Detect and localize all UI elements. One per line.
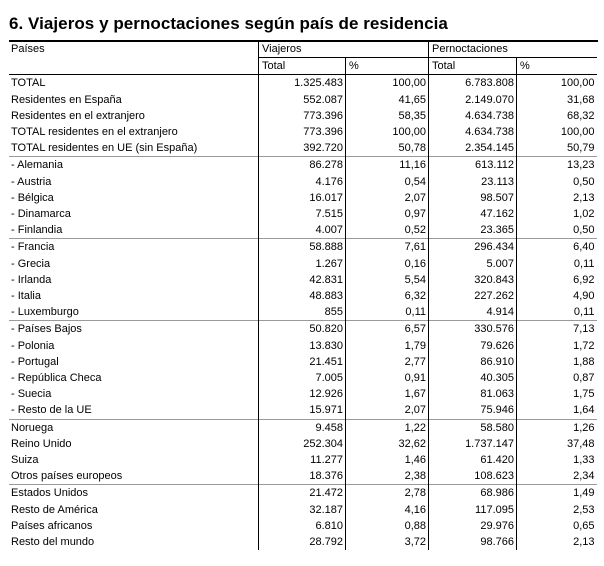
col-header-empty <box>9 58 259 75</box>
row-viajeros-total: 6.810 <box>259 518 346 534</box>
row-viajeros-pct: 6,57 <box>346 321 429 338</box>
row-pernoctaciones-total: 320.843 <box>429 272 517 288</box>
row-pernoctaciones-pct: 1,33 <box>517 452 597 468</box>
row-pernoctaciones-total: 4.914 <box>429 304 517 321</box>
row-name: TOTAL residentes en el extranjero <box>11 126 178 139</box>
row-name: Reino Unido <box>11 437 72 450</box>
row-pernoctaciones-pct: 0,50 <box>517 174 597 190</box>
row-viajeros-pct: 50,78 <box>346 140 429 157</box>
row-viajeros-total: 1.325.483 <box>259 75 346 92</box>
table-row <box>9 222 597 239</box>
row-pernoctaciones-pct: 1,88 <box>517 354 597 370</box>
row-name: - Resto de la UE <box>11 404 92 417</box>
row-name: - Italia <box>11 290 41 303</box>
table-row <box>9 402 597 419</box>
row-viajeros-pct: 2,77 <box>346 354 429 370</box>
row-viajeros-pct: 6,32 <box>346 288 429 304</box>
row-viajeros-total: 13.830 <box>259 338 346 354</box>
row-pernoctaciones-total: 86.910 <box>429 354 517 370</box>
row-name: Resto de América <box>11 503 98 516</box>
row-pernoctaciones-total: 2.149.070 <box>429 92 517 108</box>
row-pernoctaciones-pct: 0,50 <box>517 222 597 239</box>
row-viajeros-pct: 0,88 <box>346 518 429 534</box>
row-viajeros-pct: 32,62 <box>346 436 429 452</box>
table-row <box>9 256 597 272</box>
row-pernoctaciones-total: 1.737.147 <box>429 436 517 452</box>
row-viajeros-total: 9.458 <box>259 419 346 436</box>
table-row <box>9 288 597 304</box>
row-name: - Suecia <box>11 388 52 401</box>
table-row <box>9 452 597 468</box>
row-viajeros-pct: 4,16 <box>346 502 429 518</box>
row-name: Residentes en España <box>11 93 122 106</box>
table-row <box>9 108 597 124</box>
table-row <box>9 239 597 256</box>
table-row <box>9 75 597 92</box>
row-pernoctaciones-total: 117.095 <box>429 502 517 518</box>
row-pernoctaciones-total: 98.766 <box>429 534 517 550</box>
row-name: - Bélgica <box>11 191 54 204</box>
row-viajeros-total: 7.005 <box>259 370 346 386</box>
row-viajeros-pct: 41,65 <box>346 92 429 108</box>
sub-header-pernoctaciones-total: Total <box>429 58 517 75</box>
row-pernoctaciones-pct: 100,00 <box>517 75 597 92</box>
row-viajeros-total: 42.831 <box>259 272 346 288</box>
row-pernoctaciones-pct: 4,90 <box>517 288 597 304</box>
table-row <box>9 534 597 550</box>
row-viajeros-pct: 11,16 <box>346 157 429 174</box>
row-viajeros-pct: 5,54 <box>346 272 429 288</box>
row-pernoctaciones-total: 81.063 <box>429 386 517 402</box>
row-name: - Finlandia <box>11 224 63 237</box>
row-pernoctaciones-total: 40.305 <box>429 370 517 386</box>
table-row <box>9 272 597 288</box>
table-row <box>9 321 597 338</box>
row-name: - Austria <box>11 175 52 188</box>
row-viajeros-pct: 0,97 <box>346 206 429 222</box>
table-row <box>9 354 597 370</box>
row-pernoctaciones-pct: 0,11 <box>517 304 597 321</box>
row-viajeros-total: 48.883 <box>259 288 346 304</box>
row-pernoctaciones-pct: 100,00 <box>517 124 597 140</box>
table-row <box>9 92 597 108</box>
row-pernoctaciones-total: 68.986 <box>429 485 517 502</box>
row-pernoctaciones-pct: 1,75 <box>517 386 597 402</box>
row-pernoctaciones-total: 613.112 <box>429 157 517 174</box>
row-viajeros-pct: 0,54 <box>346 174 429 190</box>
row-pernoctaciones-pct: 1,64 <box>517 402 597 419</box>
row-viajeros-pct: 7,61 <box>346 239 429 256</box>
row-pernoctaciones-pct: 0,11 <box>517 256 597 272</box>
row-viajeros-total: 552.087 <box>259 92 346 108</box>
row-pernoctaciones-pct: 31,68 <box>517 92 597 108</box>
row-pernoctaciones-pct: 0,65 <box>517 518 597 534</box>
row-viajeros-total: 12.926 <box>259 386 346 402</box>
row-pernoctaciones-total: 296.434 <box>429 239 517 256</box>
table-row <box>9 338 597 354</box>
row-name: - Grecia <box>11 257 51 270</box>
table-row <box>9 518 597 534</box>
row-viajeros-total: 252.304 <box>259 436 346 452</box>
row-name: - Polonia <box>11 339 55 352</box>
table-row <box>9 124 597 140</box>
table-row <box>9 485 597 502</box>
row-pernoctaciones-pct: 68,32 <box>517 108 597 124</box>
row-pernoctaciones-pct: 13,23 <box>517 157 597 174</box>
sub-header-viajeros-total: Total <box>259 58 346 75</box>
row-viajeros-total: 1.267 <box>259 256 346 272</box>
row-viajeros-pct: 0,52 <box>346 222 429 239</box>
row-pernoctaciones-total: 29.976 <box>429 518 517 534</box>
table-row <box>9 370 597 386</box>
row-pernoctaciones-total: 79.626 <box>429 338 517 354</box>
row-name: - Irlanda <box>11 273 52 286</box>
row-name: Estados Unidos <box>9 485 259 502</box>
table-row <box>9 502 597 518</box>
row-name: Noruega <box>9 419 259 436</box>
row-name: - Alemania <box>9 157 259 174</box>
table-row <box>9 436 597 452</box>
row-pernoctaciones-total: 23.365 <box>429 222 517 239</box>
row-viajeros-pct: 58,35 <box>346 108 429 124</box>
row-pernoctaciones-pct: 6,92 <box>517 272 597 288</box>
col-header-paises: Países <box>11 43 45 56</box>
table-row <box>9 174 597 190</box>
row-name: Países africanos <box>11 519 93 532</box>
row-pernoctaciones-total: 330.576 <box>429 321 517 338</box>
row-viajeros-pct: 3,72 <box>346 534 429 550</box>
row-viajeros-total: 28.792 <box>259 534 346 550</box>
row-pernoctaciones-pct: 1,26 <box>517 419 597 436</box>
table-row <box>9 206 597 222</box>
row-viajeros-total: 4.176 <box>259 174 346 190</box>
row-name: - Dinamarca <box>11 208 71 221</box>
row-name: - Francia <box>9 239 259 256</box>
row-viajeros-total: 32.187 <box>259 502 346 518</box>
row-pernoctaciones-total: 2.354.145 <box>429 140 517 157</box>
row-viajeros-total: 855 <box>259 304 346 321</box>
row-name: Otros países europeos <box>11 470 123 483</box>
row-viajeros-pct: 2,78 <box>346 485 429 502</box>
row-viajeros-total: 4.007 <box>259 222 346 239</box>
row-name: TOTAL residentes en UE (sin España) <box>11 142 198 155</box>
row-pernoctaciones-pct: 1,49 <box>517 485 597 502</box>
row-viajeros-pct: 2,38 <box>346 468 429 485</box>
row-viajeros-pct: 1,22 <box>346 419 429 436</box>
row-name: - Luxemburgo <box>11 306 79 319</box>
row-pernoctaciones-total: 75.946 <box>429 402 517 419</box>
row-viajeros-pct: 2,07 <box>346 402 429 419</box>
page-title: 6. Viajeros y pernoctaciones según país de residencia <box>9 14 448 33</box>
row-name: Suiza <box>11 454 39 467</box>
row-name: Residentes en el extranjero <box>11 109 145 122</box>
header-row-sub <box>9 58 597 75</box>
sub-header-viajeros-pct: % <box>346 58 429 75</box>
row-pernoctaciones-total: 58.580 <box>429 419 517 436</box>
row-viajeros-total: 773.396 <box>259 124 346 140</box>
row-pernoctaciones-total: 61.420 <box>429 452 517 468</box>
table-row <box>9 190 597 206</box>
row-viajeros-total: 58.888 <box>259 239 346 256</box>
row-pernoctaciones-pct: 7,13 <box>517 321 597 338</box>
row-name: - Países Bajos <box>9 321 259 338</box>
row-pernoctaciones-total: 5.007 <box>429 256 517 272</box>
row-pernoctaciones-pct: 2,13 <box>517 190 597 206</box>
stats-table <box>9 41 597 550</box>
row-viajeros-total: 392.720 <box>259 140 346 157</box>
row-viajeros-total: 18.376 <box>259 468 346 485</box>
table-row <box>9 386 597 402</box>
row-name: Resto del mundo <box>11 536 95 549</box>
row-viajeros-total: 773.396 <box>259 108 346 124</box>
row-pernoctaciones-total: 98.507 <box>429 190 517 206</box>
sub-header-pernoctaciones-pct: % <box>517 58 597 75</box>
table-row <box>9 304 597 321</box>
row-viajeros-pct: 1,67 <box>346 386 429 402</box>
row-pernoctaciones-pct: 6,40 <box>517 239 597 256</box>
row-pernoctaciones-total: 4.634.738 <box>429 124 517 140</box>
row-pernoctaciones-pct: 0,87 <box>517 370 597 386</box>
row-viajeros-total: 86.278 <box>259 157 346 174</box>
row-viajeros-total: 21.451 <box>259 354 346 370</box>
row-viajeros-pct: 0,16 <box>346 256 429 272</box>
row-pernoctaciones-pct: 37,48 <box>517 436 597 452</box>
row-pernoctaciones-total: 227.262 <box>429 288 517 304</box>
group-header-pernoctaciones: Pernoctaciones <box>429 41 597 58</box>
row-pernoctaciones-total: 4.634.738 <box>429 108 517 124</box>
row-viajeros-pct: 1,79 <box>346 338 429 354</box>
table-row <box>9 140 597 157</box>
row-viajeros-total: 7.515 <box>259 206 346 222</box>
row-viajeros-pct: 1,46 <box>346 452 429 468</box>
row-viajeros-total: 21.472 <box>259 485 346 502</box>
row-pernoctaciones-total: 47.162 <box>429 206 517 222</box>
row-pernoctaciones-pct: 1,72 <box>517 338 597 354</box>
table-row <box>9 157 597 174</box>
row-viajeros-pct: 0,91 <box>346 370 429 386</box>
row-pernoctaciones-pct: 2,34 <box>517 468 597 485</box>
row-name: - República Checa <box>11 372 102 385</box>
group-header-viajeros: Viajeros <box>259 41 429 58</box>
row-viajeros-total: 15.971 <box>259 402 346 419</box>
row-viajeros-pct: 2,07 <box>346 190 429 206</box>
table-row <box>9 419 597 436</box>
row-pernoctaciones-total: 23.113 <box>429 174 517 190</box>
row-pernoctaciones-pct: 2,53 <box>517 502 597 518</box>
row-viajeros-pct: 100,00 <box>346 124 429 140</box>
row-viajeros-pct: 0,11 <box>346 304 429 321</box>
row-pernoctaciones-total: 6.783.808 <box>429 75 517 92</box>
row-pernoctaciones-pct: 2,13 <box>517 534 597 550</box>
row-viajeros-pct: 100,00 <box>346 75 429 92</box>
row-viajeros-total: 11.277 <box>259 452 346 468</box>
row-pernoctaciones-pct: 50,79 <box>517 140 597 157</box>
row-viajeros-total: 16.017 <box>259 190 346 206</box>
row-pernoctaciones-pct: 1,02 <box>517 206 597 222</box>
row-name: TOTAL <box>11 77 46 90</box>
table-row <box>9 468 597 485</box>
row-name: - Portugal <box>11 355 59 368</box>
row-viajeros-total: 50.820 <box>259 321 346 338</box>
header-row-groups <box>9 41 597 58</box>
row-pernoctaciones-total: 108.623 <box>429 468 517 485</box>
